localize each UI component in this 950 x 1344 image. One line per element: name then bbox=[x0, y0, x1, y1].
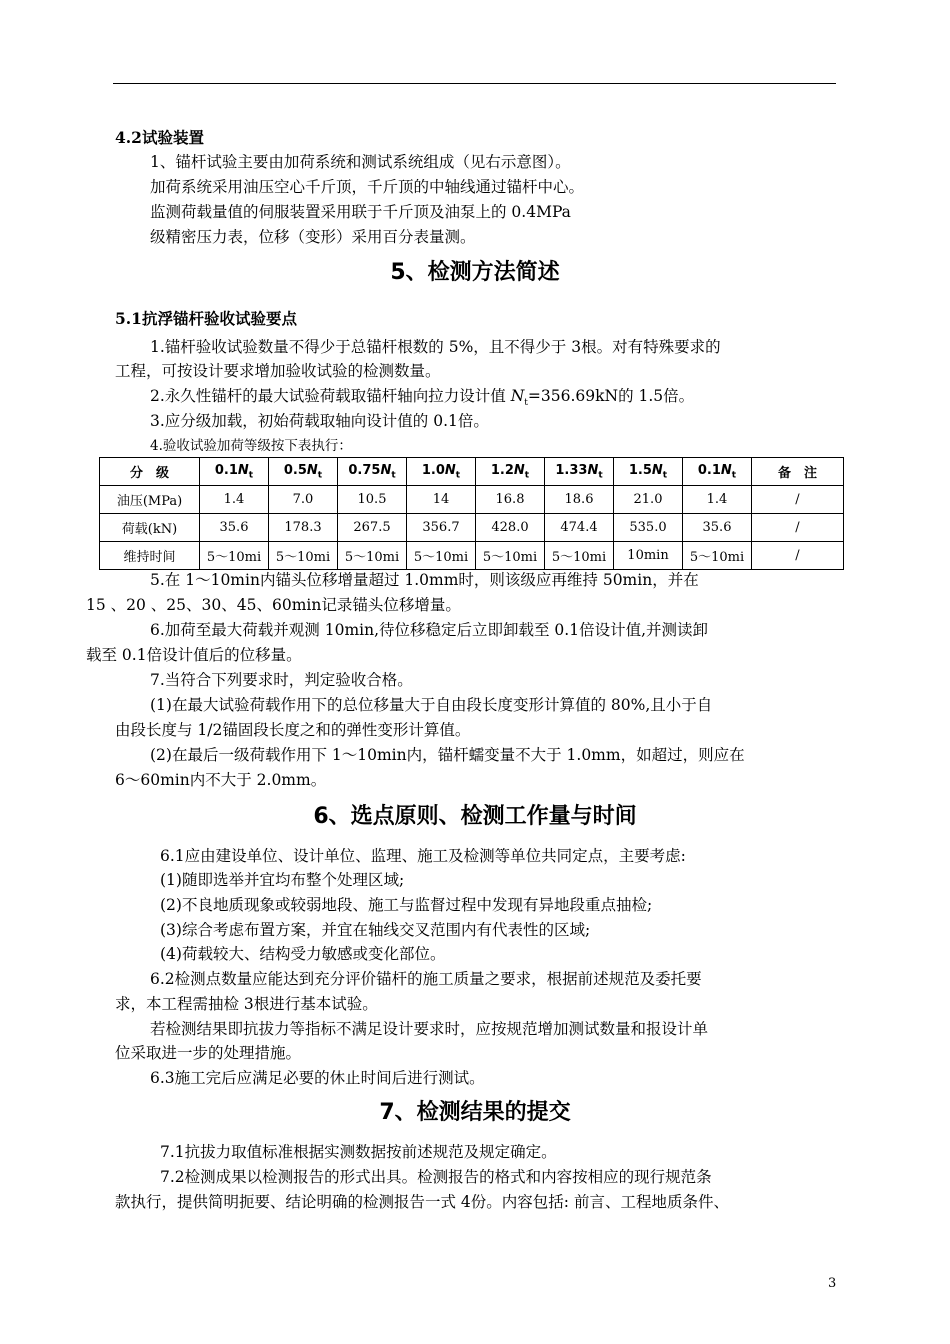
table-cell: 10min bbox=[614, 542, 683, 570]
table-cell: 428.0 bbox=[476, 514, 545, 542]
s6-item-4: (4)荷载较大、结构受力敏感或变化部位。 bbox=[160, 945, 446, 963]
s5-p5b: 15 、20 、25、30、45、60min记录锚头位移增量。 bbox=[86, 596, 461, 614]
s6-p3a: 若检测结果即抗拔力等指标不满足设计要求时，应按规范增加测试数量和报设计单 bbox=[150, 1020, 709, 1038]
table-cell: 267.5 bbox=[338, 514, 407, 542]
s42-line-3: 监测荷载量值的伺服装置采用联于千斤顶及油泵上的 0.4MPa bbox=[150, 203, 571, 221]
table-cell: 5～10mi bbox=[683, 542, 752, 570]
table-header-cell: $0.1N_t$ bbox=[200, 458, 269, 486]
section-7-title: 7、检测结果的提交 bbox=[379, 1100, 571, 1125]
table-header-row bbox=[100, 458, 844, 486]
s7-p2a: 7.2检测成果以检测报告的形式出具。检测报告的格式和内容按相应的现行规范条 bbox=[160, 1168, 712, 1186]
s42-line-1: 1、锚杆试验主要由加荷系统和测试系统组成（见右示意图）。 bbox=[150, 153, 571, 171]
table-cell: 14 bbox=[407, 486, 476, 514]
table-cell: 1.4 bbox=[683, 486, 752, 514]
table-cell: 油压(MPa) bbox=[100, 486, 200, 514]
section-6-title: 6、选点原则、检测工作量与时间 bbox=[313, 804, 637, 829]
s5-p7-2b: 6～60min内不大于 2.0mm。 bbox=[115, 771, 327, 789]
s6-p1: 6.1应由建设单位、设计单位、监理、施工及检测等单位共同定点，主要考虑: bbox=[160, 847, 686, 865]
table-cell: 5～10mi bbox=[407, 542, 476, 570]
table-header-cell: $1.0N_t$ bbox=[407, 458, 476, 486]
s5-p1b: 工程，可按设计要求增加验收试验的检测数量。 bbox=[115, 362, 441, 380]
table-row bbox=[100, 542, 844, 570]
table-cell: 10.5 bbox=[338, 486, 407, 514]
table-header-cell: $0.75N_t$ bbox=[338, 458, 407, 486]
table-header-cell: $1.5N_t$ bbox=[614, 458, 683, 486]
s7-p1: 7.1抗拔力取值标准根据实测数据按前述规范及规定确定。 bbox=[160, 1143, 557, 1161]
table-row bbox=[100, 486, 844, 514]
table-cell: 535.0 bbox=[614, 514, 683, 542]
s5-p3: 3.应分级加载，初始荷载取轴向设计值的 0.1倍。 bbox=[150, 412, 489, 430]
section-5-title: 5、检测方法简述 bbox=[390, 260, 560, 285]
section-5-1-heading: 5.1抗浮锚杆验收试验要点 bbox=[115, 309, 297, 328]
table-header-cell: $1.2N_t$ bbox=[476, 458, 545, 486]
s5-p6a: 6.加荷至最大荷载并观测 10min,待位移稳定后立即卸载至 0.1倍设计值,并测读卸 bbox=[150, 621, 709, 639]
table-cell: 1.4 bbox=[200, 486, 269, 514]
s5-p1a: 1.锚杆验收试验数量不得少于总锚杆根数的 5%，且不得少于 3根。对有特殊要求的 bbox=[150, 338, 721, 356]
table-cell: / bbox=[752, 514, 844, 542]
table-cell: 356.7 bbox=[407, 514, 476, 542]
table-header-cell: 备 注 bbox=[752, 458, 844, 486]
table-header-cell: $1.33N_t$ bbox=[545, 458, 614, 486]
s42-line-4: 级精密压力表，位移（变形）采用百分表量测。 bbox=[150, 228, 476, 246]
table-cell: 35.6 bbox=[200, 514, 269, 542]
s5-p7-1a: (1)在最大试验荷载作用下的总位移量大于自由段长度变形计算值的 80%,且小于自 bbox=[150, 696, 713, 714]
s6-p3b: 位采取进一步的处理措施。 bbox=[115, 1044, 302, 1062]
section-4-2-heading: 4.2试验装置 bbox=[115, 128, 204, 147]
table-header-cell: $0.5N_t$ bbox=[269, 458, 338, 486]
table-cell: 维持时间 bbox=[100, 542, 200, 570]
s6-item-3: (3)综合考虑布置方案，并宜在轴线交叉范围内有代表性的区域; bbox=[160, 921, 591, 939]
table-header-cell: $0.1N_t$ bbox=[683, 458, 752, 486]
s42-line-2: 加荷系统采用油压空心千斤顶，千斤顶的中轴线通过锚杆中心。 bbox=[150, 178, 585, 196]
table-cell: 5～10mi bbox=[338, 542, 407, 570]
page-number: 3 bbox=[828, 1276, 837, 1291]
s6-p2a: 6.2检测点数量应能达到充分评价锚杆的施工质量之要求，根据前述规范及委托要 bbox=[150, 970, 702, 988]
table-header-cell: 分 级 bbox=[100, 458, 200, 486]
table-cell: 35.6 bbox=[683, 514, 752, 542]
table-cell: / bbox=[752, 486, 844, 514]
table-row bbox=[100, 514, 844, 542]
table-cell: 5～10mi bbox=[200, 542, 269, 570]
s5-p4: 4.验收试验加荷等级按下表执行： bbox=[150, 438, 352, 454]
s6-item-1: (1)随即选举并宜均布整个处理区域; bbox=[160, 871, 405, 889]
header-rule bbox=[113, 83, 836, 84]
s6-p2b: 求，本工程需抽检 3根进行基本试验。 bbox=[115, 995, 378, 1013]
table-cell: 16.8 bbox=[476, 486, 545, 514]
table-cell: 5～10mi bbox=[269, 542, 338, 570]
s5-p2: 2.永久性锚杆的最大试验荷载取锚杆轴向拉力设计值 $N_t=356.69kN$的 1.5倍。 bbox=[150, 387, 695, 409]
table-cell: 18.6 bbox=[545, 486, 614, 514]
s5-p7-2a: (2)在最后一级荷载作用下 1～10min内，锚杆蠕变量不大于 1.0mm，如超过，则应在 bbox=[150, 746, 745, 764]
table-cell: 21.0 bbox=[614, 486, 683, 514]
loading-schedule-table bbox=[99, 457, 844, 570]
table-cell: / bbox=[752, 542, 844, 570]
s5-p5a: 5.在 1～10min内锚头位移增量超过 1.0mm时，则该级应再维持 50min，并在 bbox=[150, 571, 699, 589]
s5-p6b: 载至 0.1倍设计值后的位移量。 bbox=[86, 646, 302, 664]
s6-p4: 6.3施工完后应满足必要的休止时间后进行测试。 bbox=[150, 1069, 485, 1087]
table-cell: 474.4 bbox=[545, 514, 614, 542]
s6-item-2: (2)不良地质现象或较弱地段、施工与监督过程中发现有异地段重点抽检; bbox=[160, 896, 653, 914]
table-cell: 7.0 bbox=[269, 486, 338, 514]
s5-p7-1b: 由段长度与 1/2锚固段长度之和的弹性变形计算值。 bbox=[115, 721, 471, 739]
table-cell: 荷载(kN) bbox=[100, 514, 200, 542]
s7-p2b: 款执行，提供简明扼要、结论明确的检测报告一式 4份。内容包括: 前言、工程地质条件、 bbox=[115, 1193, 729, 1211]
s5-p7: 7.当符合下列要求时，判定验收合格。 bbox=[150, 671, 413, 689]
table-cell: 5～10mi bbox=[476, 542, 545, 570]
table-cell: 5～10mi bbox=[545, 542, 614, 570]
table-cell: 178.3 bbox=[269, 514, 338, 542]
